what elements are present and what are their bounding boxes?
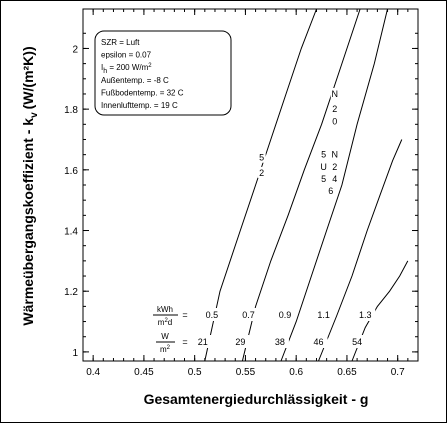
info-line-main: Fußbodentemp. = 32 C (101, 88, 184, 98)
y-tick-label: 1.4 (64, 226, 78, 238)
curve-label: 2 (259, 167, 265, 178)
curve-label: 2 (332, 104, 338, 115)
x-tick-label: 0.7 (390, 367, 405, 378)
kwh-unit-den (158, 318, 172, 327)
curve-label: N (331, 89, 339, 99)
y-axis-label-unit: (W/(m²K)) (20, 46, 36, 110)
kwh-unit-den-sup: 2 (164, 318, 168, 324)
info-line-main: epsilon = 0.07 (101, 50, 152, 60)
kwh-unit-num: kWh (157, 305, 173, 314)
curve-label: 0 (332, 116, 338, 127)
info-line-main: I (101, 63, 104, 73)
info-box (95, 31, 231, 115)
x-tick-label: 0.6 (289, 367, 304, 378)
info-line-main: Innenlufttemp. = 19 C (101, 101, 178, 110)
x-tick-label: 0.65 (337, 367, 357, 378)
curve-label: 5 (321, 149, 327, 160)
x-tick-label: 0.5 (187, 367, 202, 378)
x-tick-label: 0.45 (134, 367, 154, 378)
x-tick-label: 0.4 (86, 367, 101, 378)
info-line (101, 101, 178, 110)
kwh-value: 1.1 (317, 310, 330, 320)
w-value: 46 (313, 337, 324, 347)
chart (1, 1, 447, 424)
curve-label: 6 (328, 186, 334, 197)
y-tick-label: 1.2 (64, 287, 78, 299)
info-line (101, 51, 152, 60)
curve-label: U (320, 161, 327, 172)
w-unit-num: W (161, 332, 169, 341)
info-line (101, 88, 184, 97)
w-unit-den (160, 345, 171, 354)
curves (205, 9, 408, 361)
info-line-main: Außentemp. = -8 C (101, 75, 169, 85)
w-value: 29 (235, 337, 246, 347)
info-line (101, 76, 169, 85)
curve-label: 4 (332, 173, 338, 184)
curve-label: 5 (321, 173, 327, 184)
x-axis-label: Gesamtenergiedurchlässigkeit - g (143, 391, 369, 407)
w-value: 54 (352, 337, 363, 347)
kwh-unit-den-m: m (157, 318, 165, 327)
kwh-value: 0.7 (242, 310, 255, 320)
kwh-value: 0.5 (205, 310, 219, 320)
kwh-unit-den-tail: d (167, 318, 173, 327)
w-unit-den-m: m (159, 345, 167, 354)
y-tick-label: 1.6 (64, 165, 78, 177)
value-rows (153, 305, 375, 354)
curve-label: N (331, 149, 339, 160)
kwh-value: 0.9 (278, 310, 292, 320)
w-value: 21 (197, 337, 208, 347)
info-line-main: SZR = Luft (101, 38, 140, 47)
w-unit-den-sup: 2 (166, 345, 171, 351)
kwh-value: 1.3 (358, 310, 372, 320)
y-tick-label: 1.8 (64, 105, 78, 117)
curve-4 (319, 140, 402, 362)
y-axis-label-sub: v (29, 112, 40, 118)
w-equals: = (182, 337, 188, 347)
info-line (101, 38, 140, 47)
info-line-sub: h (103, 68, 108, 76)
curve-label: 5 (259, 152, 265, 163)
x-tick-label: 0.55 (235, 367, 256, 378)
info-line-rest: = 200 W/m (107, 63, 149, 73)
curve-2 (242, 9, 363, 361)
w-value: 38 (274, 337, 285, 347)
kwh-equals: = (182, 310, 188, 320)
curve-label: 2 (332, 161, 338, 172)
y-axis-label (20, 46, 40, 325)
y-axis-label-main: Wärmeübergangskoeffizient - k (20, 117, 36, 326)
info-line-sup: 2 (148, 63, 152, 70)
y-tick-label: 1 (72, 347, 78, 359)
y-tick-label: 2 (72, 44, 78, 56)
